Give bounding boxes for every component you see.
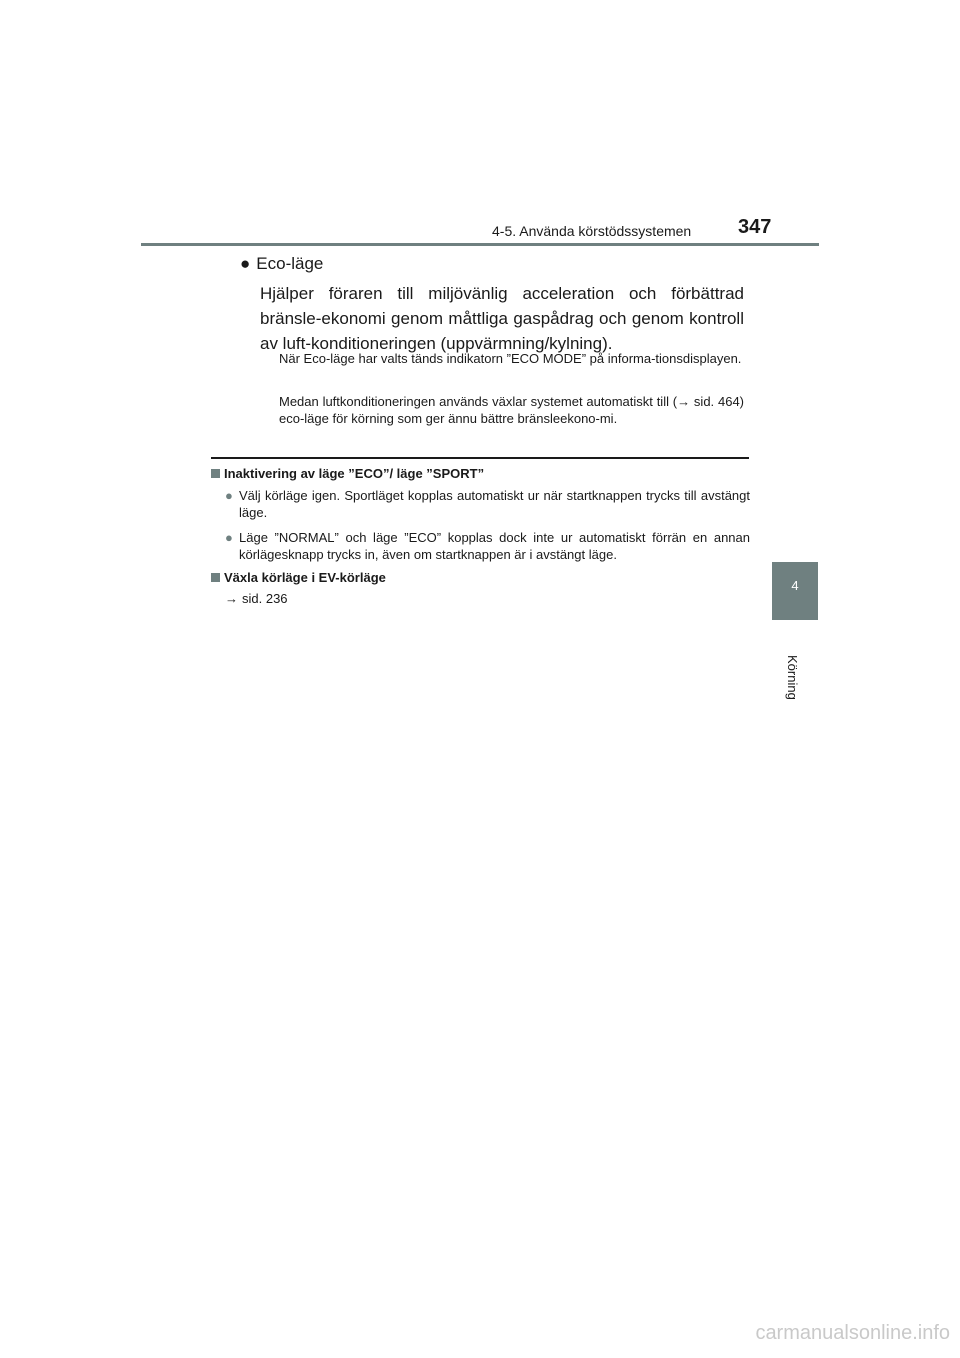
eco-mode-note-indicator: När Eco-läge har valts tänds indikatorn ”ECO MODE” på informa-tionsdisplayen.: [279, 351, 742, 366]
square-bullet-icon: [211, 573, 220, 582]
square-bullet-icon: [211, 469, 220, 478]
list-item-text: Läge ”NORMAL” och läge ”ECO” kopplas dock inte ur automatiskt förrän en annan körlägesknapp trycks in, även om startknappen är i avstängt läge.: [239, 530, 750, 562]
section-title: 4-5. Använda körstödssystemen: [492, 223, 692, 239]
eco-mode-description: Hjälper föraren till miljövänlig acceleration och förbättrad bränsle-ekonomi genom måttliga gaspådrag och genom kontroll av luft-konditioneringen (uppvärmning/kylning).: [260, 284, 744, 353]
bullet-icon: ●: [240, 254, 251, 273]
page-number: 347: [738, 216, 772, 238]
chapter-number: 4: [791, 578, 799, 593]
list-item: [225, 529, 750, 563]
chapter-label: Körning: [785, 655, 800, 700]
eco-mode-heading: [240, 254, 323, 274]
section-divider: [211, 457, 749, 459]
list-item: [225, 487, 750, 521]
bullet-icon: ●: [225, 488, 233, 503]
eco-mode-note-ac: Medan luftkonditioneringen används växlar systemet automatiskt till (→ sid. 464) eco-läge för körning som ger ännu bättre bränsleekono-mi.: [279, 394, 744, 426]
page-reference-link[interactable]: sid. 236: [242, 591, 288, 606]
arrow-right-icon: →: [225, 591, 238, 606]
ev-mode-title: Växla körläge i EV-körläge: [224, 570, 386, 585]
eco-mode-title: Eco-läge: [256, 254, 324, 273]
watermark: carmanualsonline.info: [755, 1322, 950, 1344]
list-item-text: Välj körläge igen. Sportläget kopplas automatiskt ur när startknappen trycks till avstängt läge.: [239, 488, 750, 520]
deactivation-title: Inaktivering av läge ”ECO”/ läge ”SPORT”: [224, 466, 485, 481]
page-reference: [225, 591, 288, 606]
header-divider: [141, 243, 819, 246]
deactivation-heading: [211, 466, 484, 481]
ev-mode-heading: [211, 570, 386, 585]
bullet-icon: ●: [225, 530, 233, 545]
